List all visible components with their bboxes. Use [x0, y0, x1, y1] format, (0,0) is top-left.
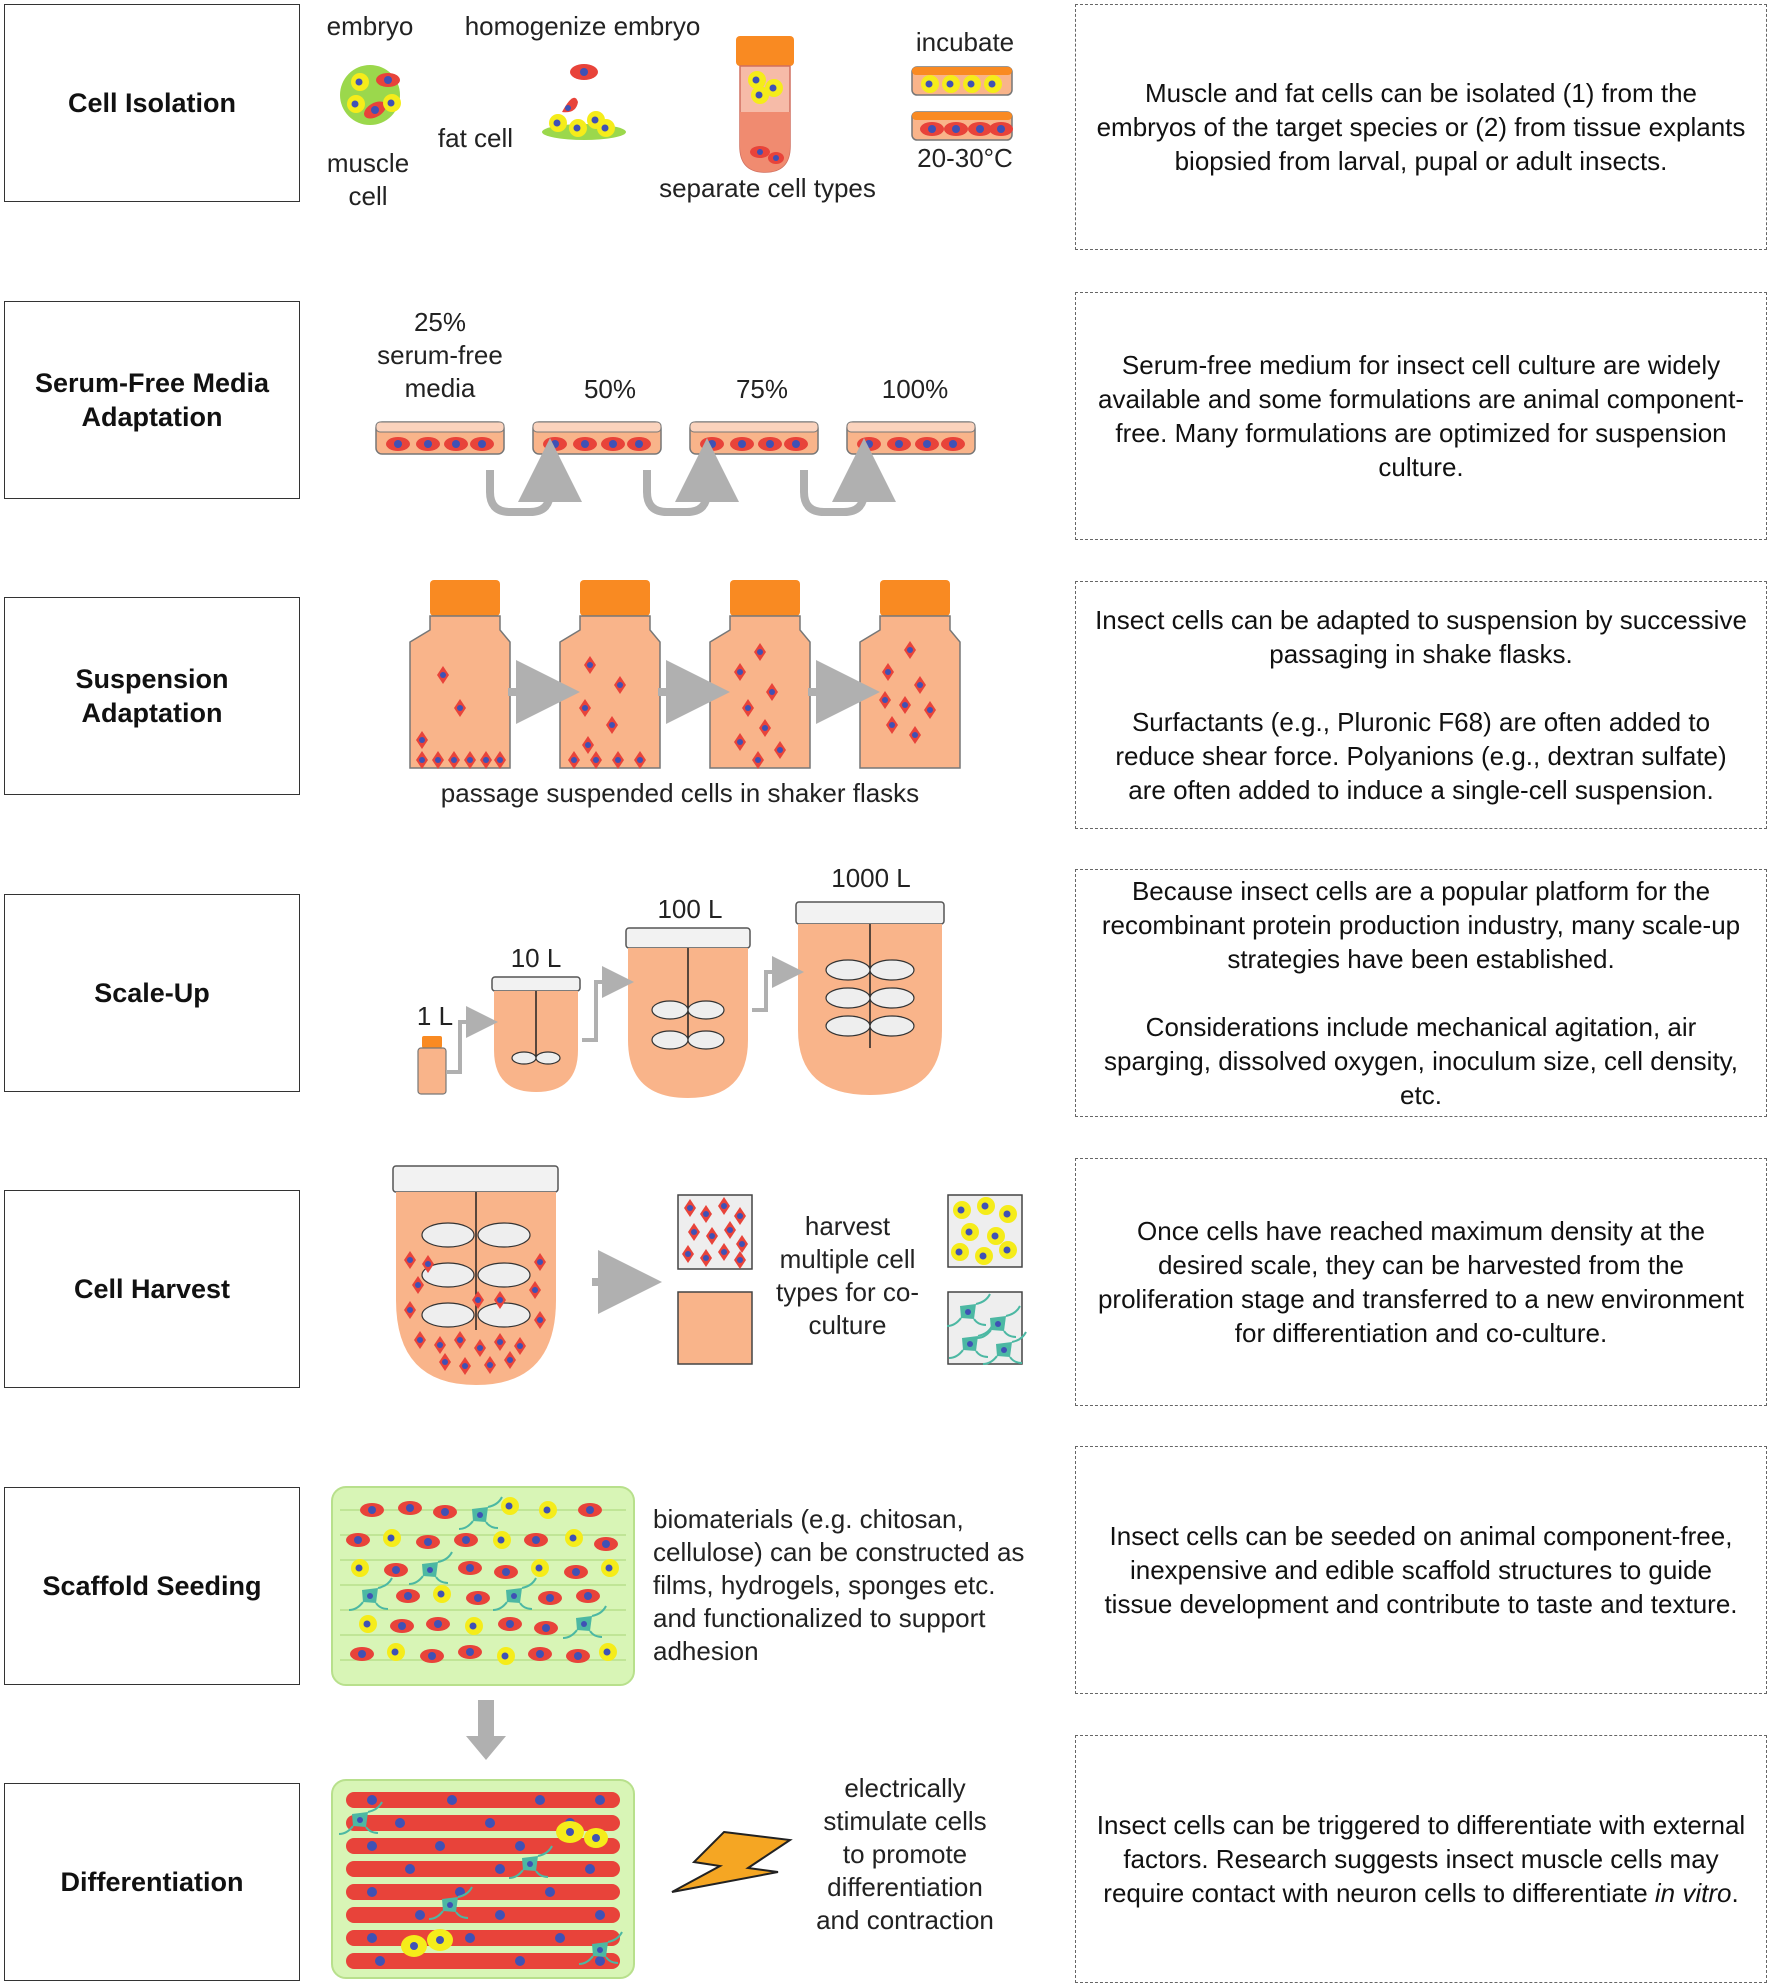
flask-2	[560, 580, 660, 769]
description-text: Once cells have reached maximum density at the desired scale, they can be harvested from the proliferation stage and transferred to a new environment for differentiation and co-culture.	[1097, 1216, 1745, 1348]
label-1000L: 1000 L	[831, 863, 911, 893]
lightning-bolt-icon	[672, 1832, 790, 1892]
step-title: Cell Isolation	[67, 88, 237, 118]
label-embryo: embryo	[326, 11, 414, 41]
label-homogenize-embryo: homogenize embryo	[464, 11, 701, 41]
incubation-dishes	[912, 67, 1013, 140]
homogenized-embryo-illustration	[542, 64, 626, 140]
embryo-illustration	[340, 65, 401, 125]
description-text: Insect cells can be adapted to suspension by successive passaging in shake flasks. Surfactants (e.g., Pluronic F68) are often added to reduce shear force. Polyanions (e.g., dextran sulfate) are often added to induce a single-cell suspension.	[1095, 605, 1747, 805]
label-serum-100: 100%	[881, 374, 949, 404]
flask-3	[710, 580, 810, 769]
dish-50	[533, 422, 661, 454]
label-serum-50: 50%	[583, 374, 637, 404]
label-muscle-cell: muscle cell	[326, 148, 410, 211]
serum-transfer-arrows	[490, 470, 864, 512]
panel-muscle	[678, 1195, 752, 1269]
step-title: Serum-Free Media Adaptation	[34, 368, 270, 432]
label-temperature: 20-30°C	[917, 143, 1013, 173]
label-harvest: harvest multiple cell types for co- culture	[775, 1211, 920, 1340]
reactor-100L	[626, 928, 750, 1098]
label-separate-cell-types: separate cell types	[659, 173, 876, 203]
harvest-panels	[678, 1195, 1026, 1364]
step-title: Scale-Up	[94, 978, 210, 1008]
description-text: Insect cells can be seeded on animal component-free, inexpensive and edible scaffold structures to guide tissue development and contribute to taste and texture.	[1104, 1521, 1738, 1619]
label-incubate: incubate	[915, 27, 1015, 57]
reactor-10L	[492, 977, 580, 1092]
label-shaker-flasks: passage suspended cells in shaker flasks	[440, 778, 920, 808]
dish-100	[847, 422, 975, 454]
down-arrow	[466, 1700, 506, 1760]
label-serum-25: 25% serum-free media	[377, 307, 503, 403]
label-fat-cell: fat cell	[437, 123, 514, 153]
label-100L: 100 L	[657, 894, 723, 924]
panel-media	[678, 1292, 752, 1364]
label-biomaterials: biomaterials (e.g. chitosan, cellulose) can be constructed as films, hydrogels, sponges etc. and functionalized to support adhesion	[653, 1504, 1025, 1666]
flask-1	[410, 580, 510, 769]
muscle-fiber-sheet	[332, 1780, 634, 1978]
description-text: Insect cells can be triggered to differentiate with external factors. Research suggests insect muscle cells may require contact with neuron cells to differentiate in vitro.	[1096, 1810, 1746, 1908]
bioreactors	[418, 902, 944, 1098]
harvest-reactor	[393, 1166, 558, 1385]
bottle-1L	[418, 1036, 446, 1094]
panel-fat	[948, 1195, 1022, 1267]
shaker-flasks	[410, 580, 960, 769]
dish-75	[690, 422, 818, 454]
separation-tube	[736, 36, 794, 172]
step-title: Cell Harvest	[73, 1274, 231, 1304]
flask-4	[860, 580, 960, 768]
step-title: Scaffold Seeding	[42, 1571, 262, 1601]
description-text: Serum-free medium for insect cell culture are widely available and some formulations are animal component-free. Many formulations are optimized for suspension culture.	[1097, 350, 1744, 482]
step-title: Differentiation	[60, 1867, 244, 1897]
label-serum-75: 75%	[735, 374, 789, 404]
description-text: Muscle and fat cells can be isolated (1) from the embryos of the target species or (2) from tissue explants biopsied from larval, pupal or adult insects.	[1096, 78, 1746, 176]
dish-25	[376, 422, 504, 454]
reactor-1000L	[796, 902, 944, 1095]
serum-dishes	[376, 422, 975, 454]
description-text: Because insect cells are a popular platform for the recombinant protein production industry, many scale-up strategies have been established. Considerations include mechanical agitation, air sparging, dissolved oxygen, inoculum size, cell density, etc.	[1101, 876, 1741, 1110]
label-10L: 10 L	[510, 943, 562, 973]
scaffold-sheet	[332, 1487, 634, 1685]
step-title: Suspension Adaptation	[75, 664, 229, 728]
label-electrical-stimulation: electrically stimulate cells to promote differentiation and contraction	[816, 1773, 994, 1935]
label-1L: 1 L	[416, 1001, 454, 1031]
panel-neuron	[947, 1292, 1026, 1364]
